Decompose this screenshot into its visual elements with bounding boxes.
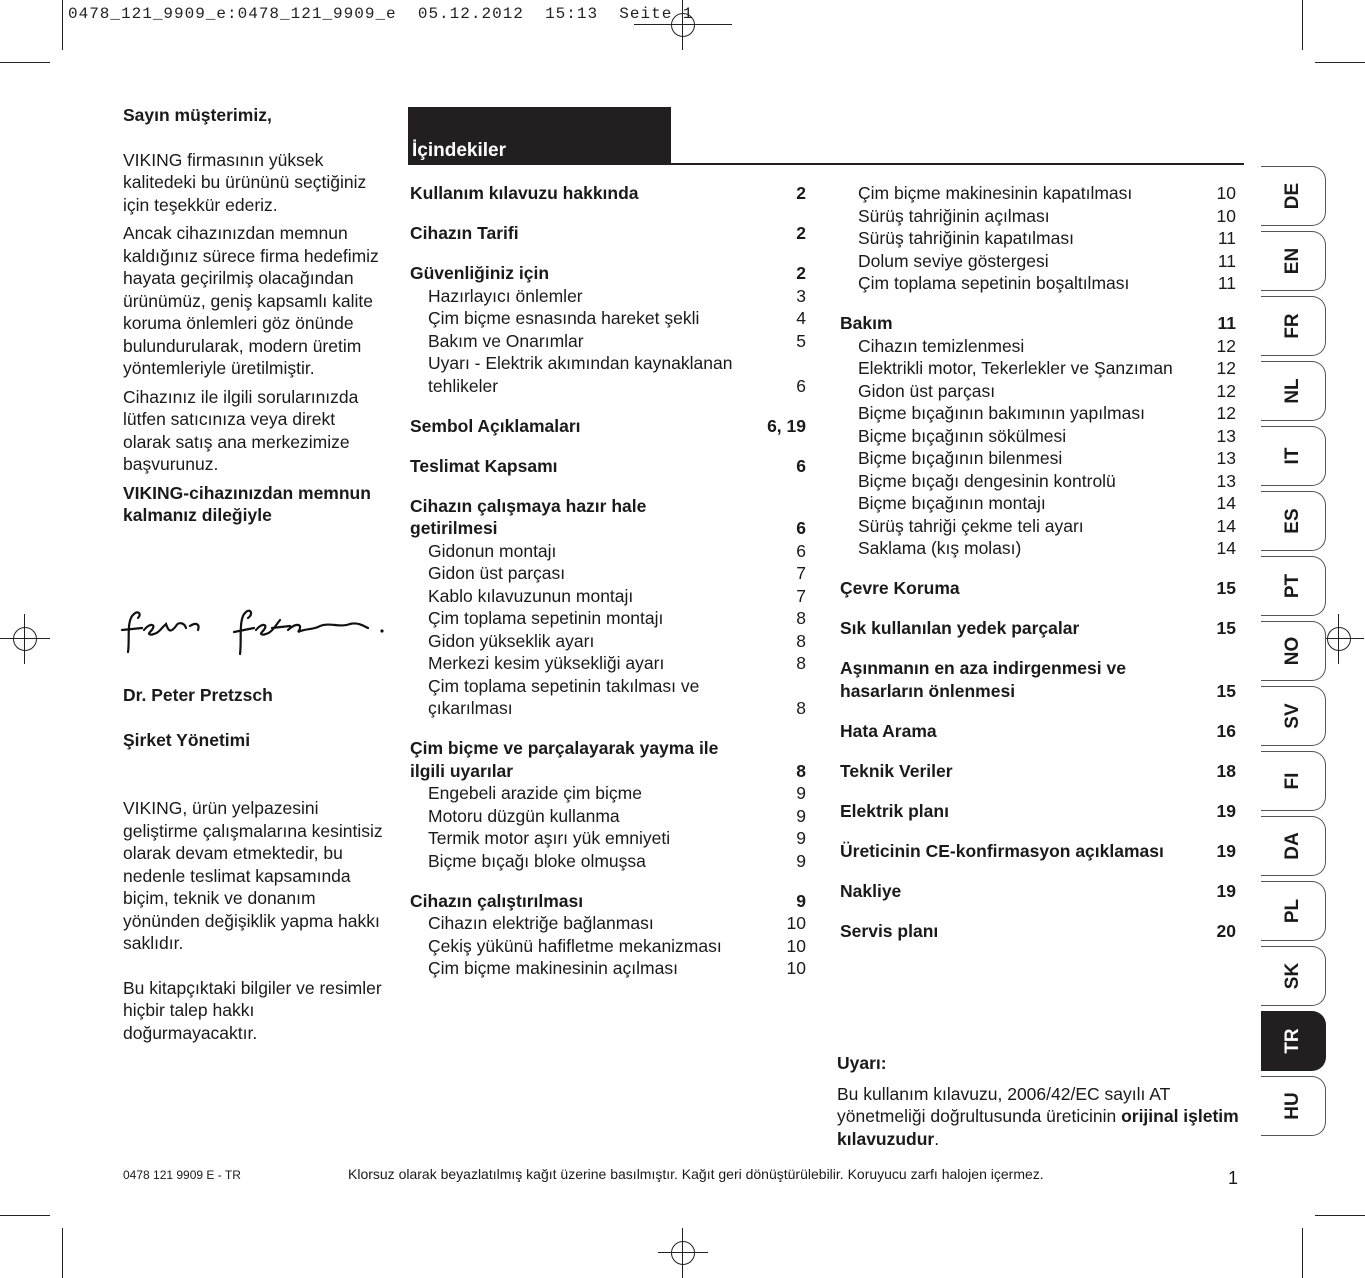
toc-column-2 — [840, 182, 1236, 942]
toc-entry[interactable] — [410, 805, 806, 828]
toc-entry-title: Çim toplama sepetinin boşaltılması — [858, 273, 1130, 293]
language-tab-en[interactable] — [1261, 231, 1326, 291]
greeting: Sayın müşterimiz, — [123, 105, 272, 125]
toc-section[interactable] — [410, 415, 806, 438]
toc-entry-title: Çekiş yükünü hafifletme mekanizması — [428, 935, 722, 956]
warning-text-bold: orijinal işletim kılavuzudur — [837, 1106, 1239, 1149]
toc-entry-page: 16 — [1216, 720, 1236, 741]
toc-entry-title: Cihazın elektriğe bağlanması — [428, 913, 654, 933]
toc-entry-page: 8 — [796, 653, 806, 673]
toc-entry-page: 9 — [796, 805, 806, 826]
toc-entry-page: 10 — [786, 935, 806, 956]
toc-entry[interactable] — [840, 272, 1236, 295]
toc-section[interactable] — [840, 920, 1236, 943]
language-tab-label: NL — [1282, 378, 1303, 404]
toc-entry[interactable] — [410, 935, 806, 958]
toc-entry[interactable] — [410, 607, 806, 630]
toc-entry-page: 11 — [1217, 228, 1236, 248]
toc-entry[interactable] — [840, 205, 1236, 228]
language-tab-label: FR — [1282, 313, 1303, 339]
toc-entry[interactable] — [410, 850, 806, 873]
toc-section[interactable] — [840, 617, 1236, 640]
toc-entry-title: Saklama (kış molası) — [858, 538, 1022, 558]
registration-mark — [658, 1228, 708, 1278]
toc-entry[interactable] — [410, 782, 806, 805]
toc-section[interactable] — [840, 720, 1236, 743]
toc-entry-title: Sürüş tahriği çekme teli ayarı — [858, 515, 1084, 536]
toc-entry-page: 20 — [1216, 920, 1236, 941]
toc-entry-title: Kullanım kılavuzu hakkında — [410, 183, 639, 203]
language-tab-label: DA — [1282, 832, 1303, 860]
toc-entry-page: 14 — [1216, 493, 1236, 513]
crop-mark — [1315, 1215, 1365, 1216]
signer-title: Şirket Yönetimi — [123, 730, 251, 750]
toc-entry-title: Biçme bıçağı dengesinin kontrolü — [858, 470, 1116, 491]
toc-entry-page: 6 — [796, 375, 806, 396]
toc-entry[interactable] — [840, 250, 1236, 273]
toc-entry-title: Aşınmanın en aza indirgenmesi ve hasarların önlenmesi — [840, 658, 1126, 701]
toc-entry-title: Sembol Açıklamaları — [410, 415, 581, 436]
toc-entry-title: Bakım ve Onarımlar — [428, 330, 584, 351]
toc-section[interactable] — [410, 890, 806, 913]
language-tab-label: TR — [1282, 1028, 1303, 1054]
print-slug: 0478_121_9909_e:0478_121_9909_e 05.12.2012 15:13 Seite 1 — [68, 5, 694, 23]
toc-entry-title: Çim toplama sepetinin montajı — [428, 608, 664, 628]
warning-heading: Uyarı: — [837, 1053, 887, 1073]
toc-entry-title: Sık kullanılan yedek parçalar — [840, 618, 1080, 638]
toc-section[interactable] — [410, 262, 806, 285]
toc-entry-page: 3 — [796, 285, 806, 306]
toc-section[interactable] — [410, 495, 806, 540]
toc-entry[interactable] — [840, 447, 1236, 470]
toc-entry-page: 10 — [1216, 183, 1236, 203]
language-tab-fi[interactable] — [1261, 751, 1326, 811]
toc-entry-title: Çim biçme makinesinin açılması — [428, 958, 678, 978]
toc-entry-title: Gidon yükseklik ayarı — [428, 630, 595, 651]
toc-entry-title: Engebeli arazide çim biçme — [428, 783, 642, 803]
toc-entry-page: 9 — [796, 828, 806, 848]
toc-entry[interactable] — [840, 357, 1236, 380]
toc-entry[interactable] — [840, 470, 1236, 493]
toc-entry-title: Cihazın temizlenmesi — [858, 335, 1025, 356]
toc-section[interactable] — [410, 222, 806, 245]
toc-entry-title: Sürüş tahriğinin açılması — [858, 205, 1050, 226]
intro-column — [123, 104, 385, 533]
intro-paragraph: Ancak cihazınızdan memnun kaldığınız sürece firma hedefimiz hayata geçirilmiş olacağından ürünümüz, geniş kapsamlı kalite koruma önlemleri göz önünde bulundurularak, modern üretim yöntemleriyle üretilmiştir. — [123, 223, 379, 378]
toc-entry-page: 9 — [796, 850, 806, 871]
toc-entry[interactable] — [410, 912, 806, 935]
toc-entry-page: 10 — [786, 913, 806, 933]
toc-entry-title: Çim biçme ve parçalayarak yayma ile ilgili uyarılar — [410, 738, 719, 781]
toc-entry-title: Çevre Koruma — [840, 578, 960, 598]
toc-section[interactable] — [840, 800, 1236, 823]
toc-entry-page: 12 — [1216, 335, 1236, 356]
toc-entry-title: Cihazın çalışmaya hazır hale getirilmesi — [410, 495, 647, 538]
toc-entry[interactable] — [840, 380, 1236, 403]
page-number: 1 — [1228, 1168, 1239, 1188]
toc-entry-title: Gidonun montajı — [428, 540, 557, 561]
toc-title-text: İçindekiler — [412, 140, 506, 161]
toc-entry-page: 7 — [796, 563, 806, 583]
language-tab-pl[interactable] — [1261, 881, 1326, 941]
toc-entry[interactable] — [410, 675, 806, 720]
toc-entry[interactable] — [840, 515, 1236, 538]
toc-entry-title: Hazırlayıcı önlemler — [428, 285, 583, 306]
toc-entry-title: Nakliye — [840, 880, 902, 901]
toc-entry[interactable] — [410, 352, 806, 397]
toc-section[interactable] — [410, 737, 806, 782]
toc-entry-title: Biçme bıçağı bloke olmuşsa — [428, 850, 646, 871]
toc-column-1 — [410, 182, 806, 980]
toc-entry-page: 19 — [1216, 880, 1236, 901]
toc-entry-page: 12 — [1216, 403, 1236, 423]
language-tab-hu[interactable] — [1261, 1076, 1326, 1136]
intro-paragraph: Cihazınız ile ilgili sorularınızda lütfen satıcınıza veya direkt olarak satış ana merkezimize başvurunuz. — [123, 386, 359, 474]
toc-entry-title: Biçme bıçağının sökülmesi — [858, 425, 1067, 446]
toc-entry-page: 15 — [1216, 618, 1236, 638]
crop-mark — [0, 1215, 50, 1216]
toc-entry-page: 7 — [796, 585, 806, 606]
toc-entry-title: Cihazın Tarifi — [410, 223, 519, 243]
crop-mark — [0, 62, 50, 63]
language-tab-label: PL — [1282, 898, 1303, 924]
language-tab-nl[interactable] — [1261, 361, 1326, 421]
paper-note: Klorsuz olarak beyazlatılmış kağıt üzerine basılmıştır. Kağıt geri dönüştürülebilir. Koruyucu zarfı halojen içermez. — [348, 1166, 1044, 1182]
crop-mark — [1302, 1228, 1303, 1278]
language-tab-label: PT — [1282, 573, 1303, 599]
language-tab-label: DE — [1282, 182, 1303, 210]
language-tab-label: EN — [1282, 247, 1303, 275]
toc-entry-page: 13 — [1216, 470, 1236, 491]
toc-entry[interactable] — [410, 630, 806, 653]
intro-paragraph: VIKING firmasının yüksek kalitedeki bu ürününü seçtiğiniz için teşekkür ederiz. — [123, 149, 367, 215]
toc-entry-title: Elektrikli motor, Tekerlekler ve Şanzıman — [858, 358, 1173, 378]
toc-section[interactable] — [840, 577, 1236, 600]
toc-entry-page: 8 — [796, 698, 806, 718]
toc-entry-title: Merkezi kesim yüksekliği ayarı — [428, 653, 665, 673]
language-tab-da[interactable] — [1261, 816, 1326, 876]
toc-entry[interactable] — [840, 227, 1236, 250]
closing: VIKING-cihazınızdan memnun kalmanız dileğiyle — [123, 482, 371, 525]
toc-entry-title: Biçme bıçağının bakımının yapılması — [858, 403, 1145, 423]
toc-entry-title: Teknik Veriler — [840, 760, 953, 781]
toc-entry[interactable] — [840, 425, 1236, 448]
crop-mark — [1302, 0, 1303, 50]
toc-entry-page: 18 — [1216, 760, 1236, 781]
toc-section[interactable] — [410, 455, 806, 478]
toc-entry-title: Servis planı — [840, 920, 939, 941]
toc-entry[interactable] — [410, 307, 806, 330]
toc-section[interactable] — [840, 312, 1236, 335]
toc-entry-page: 8 — [796, 630, 806, 651]
toc-entry-title: Teslimat Kapsamı — [410, 455, 558, 476]
toc-entry-page: 10 — [1216, 205, 1236, 226]
toc-entry-page: 6 — [796, 540, 806, 561]
toc-entry-page: 13 — [1216, 425, 1236, 446]
toc-entry-title: Cihazın çalıştırılması — [410, 890, 584, 911]
toc-entry-title: Biçme bıçağının montajı — [858, 493, 1046, 513]
toc-entry-title: Dolum seviye göstergesi — [858, 250, 1049, 271]
warning-text — [837, 1083, 1247, 1151]
toc-entry-title: Biçme bıçağının bilenmesi — [858, 448, 1063, 468]
language-tab-label: HU — [1282, 1092, 1303, 1120]
toc-entry-title: Gidon üst parçası — [428, 563, 566, 583]
warning-text-part: . — [934, 1128, 940, 1149]
toc-entry-page: 13 — [1216, 448, 1236, 468]
language-tab-label: SV — [1282, 703, 1303, 729]
toc-entry[interactable] — [840, 402, 1236, 425]
toc-entry-page: 12 — [1216, 358, 1236, 378]
language-tab-sv[interactable] — [1261, 686, 1326, 746]
toc-section[interactable] — [840, 880, 1236, 903]
toc-entry[interactable] — [410, 957, 806, 980]
language-tab-de[interactable] — [1261, 166, 1326, 226]
toc-entry-title: Güvenliğiniz için — [410, 263, 550, 283]
toc-entry-page: 8 — [796, 608, 806, 628]
language-tab-sk[interactable] — [1261, 946, 1326, 1006]
toc-entry-title: Çim biçme esnasında hareket şekli — [428, 308, 700, 328]
toc-entry-page: 5 — [796, 330, 806, 351]
toc-entry-title: Üreticinin CE-konfirmasyon açıklaması — [840, 840, 1164, 861]
language-tab-label: FI — [1282, 772, 1303, 790]
language-tab-no[interactable] — [1261, 621, 1326, 681]
toc-entry-page: 11 — [1217, 313, 1236, 333]
toc-entry-title: Elektrik planı — [840, 800, 949, 821]
toc-entry-page: 9 — [796, 890, 806, 911]
toc-entry[interactable] — [840, 335, 1236, 358]
signature — [120, 600, 390, 660]
toc-entry[interactable] — [840, 182, 1236, 205]
toc-entry-title: Gidon üst parçası — [858, 380, 996, 401]
toc-title — [408, 107, 671, 163]
toc-entry-page: 8 — [796, 760, 806, 781]
toc-entry-page: 6 — [796, 518, 806, 538]
toc-entry[interactable] — [410, 330, 806, 353]
language-tab-label: SK — [1282, 962, 1303, 990]
toc-entry[interactable] — [410, 285, 806, 308]
toc-entry-page: 6 — [796, 455, 806, 476]
disclaimer-paragraph: Bu kitapçıktaki bilgiler ve resimler hiçbir talep hakkı doğurmayacaktır. — [123, 977, 382, 1043]
toc-section[interactable] — [840, 657, 1236, 702]
toc-entry-title: Motoru düzgün kullanma — [428, 805, 620, 826]
toc-entry-page: 19 — [1216, 840, 1236, 861]
toc-section[interactable] — [840, 840, 1236, 863]
toc-entry-page: 2 — [796, 183, 806, 203]
language-tab-tr[interactable] — [1261, 1011, 1326, 1071]
toc-section[interactable] — [410, 182, 806, 205]
toc-entry-title: Uyarı - Elektrik akımından kaynaklanan tehlikeler — [428, 353, 733, 396]
warning-text-part: Bu kullanım kılavuzu, 2006/42/EC sayılı AT yönetmeliği doğrultusunda üreticinin — [837, 1083, 1170, 1126]
toc-section[interactable] — [840, 760, 1236, 783]
toc-entry-title: Sürüş tahriğinin kapatılması — [858, 228, 1074, 248]
language-tab-label: NO — [1282, 636, 1303, 666]
disclaimer-paragraph: VIKING, ürün yelpazesini geliştirme çalışmalarına kesintisiz olarak devam etmektedir, bu nedenle teslimat kapsamında biçim, teknik ve donanım yönünden değişiklik yapma hakkı saklıdır. — [123, 798, 383, 953]
toc-entry-page: 14 — [1216, 515, 1236, 536]
toc-entry-page: 10 — [786, 958, 806, 978]
signer-name: Dr. Peter Pretzsch — [123, 685, 273, 705]
toc-entry-page: 2 — [796, 223, 806, 243]
toc-entry[interactable] — [410, 652, 806, 675]
disclaimer-column — [123, 797, 385, 1050]
toc-entry-page: 6, 19 — [767, 415, 806, 436]
toc-entry[interactable] — [410, 585, 806, 608]
language-tab-label: IT — [1282, 447, 1303, 465]
toc-entry-title: Hata Arama — [840, 720, 937, 741]
toc-entry-page: 4 — [796, 308, 806, 328]
toc-entry[interactable] — [840, 537, 1236, 560]
toc-entry-page: 15 — [1216, 578, 1236, 598]
toc-entry-page: 14 — [1216, 538, 1236, 558]
crop-mark — [1315, 62, 1365, 63]
toc-entry-title: Çim toplama sepetinin takılması ve çıkarılması — [428, 675, 700, 718]
toc-entry-page: 11 — [1217, 250, 1236, 271]
registration-mark — [0, 614, 50, 664]
toc-entry-page: 11 — [1217, 273, 1236, 293]
toc-entry[interactable] — [840, 492, 1236, 515]
language-tab-label: ES — [1282, 508, 1303, 534]
toc-entry-title: Çim biçme makinesinin kapatılması — [858, 183, 1133, 203]
toc-entry-title: Kablo kılavuzunun montajı — [428, 585, 634, 606]
crop-mark — [62, 1228, 63, 1278]
toc-entry-page: 15 — [1216, 680, 1236, 701]
language-tab-fr[interactable] — [1261, 296, 1326, 356]
document-code: 0478 121 9909 E - TR — [123, 1168, 241, 1182]
toc-entry-page: 12 — [1216, 380, 1236, 401]
toc-entry[interactable] — [410, 540, 806, 563]
toc-entry-page: 2 — [796, 263, 806, 283]
language-tab-it[interactable] — [1261, 426, 1326, 486]
toc-rule — [408, 163, 1244, 165]
language-tab-es[interactable] — [1261, 491, 1326, 551]
toc-entry-page: 9 — [796, 783, 806, 803]
warning-box — [837, 1052, 1247, 1150]
toc-entry-title: Termik motor aşırı yük emniyeti — [428, 828, 671, 848]
crop-mark — [62, 0, 63, 50]
language-tab-pt[interactable] — [1261, 556, 1326, 616]
toc-entry-title: Bakım — [840, 313, 893, 333]
toc-entry[interactable] — [410, 827, 806, 850]
toc-entry-page: 19 — [1216, 800, 1236, 821]
toc-entry[interactable] — [410, 562, 806, 585]
